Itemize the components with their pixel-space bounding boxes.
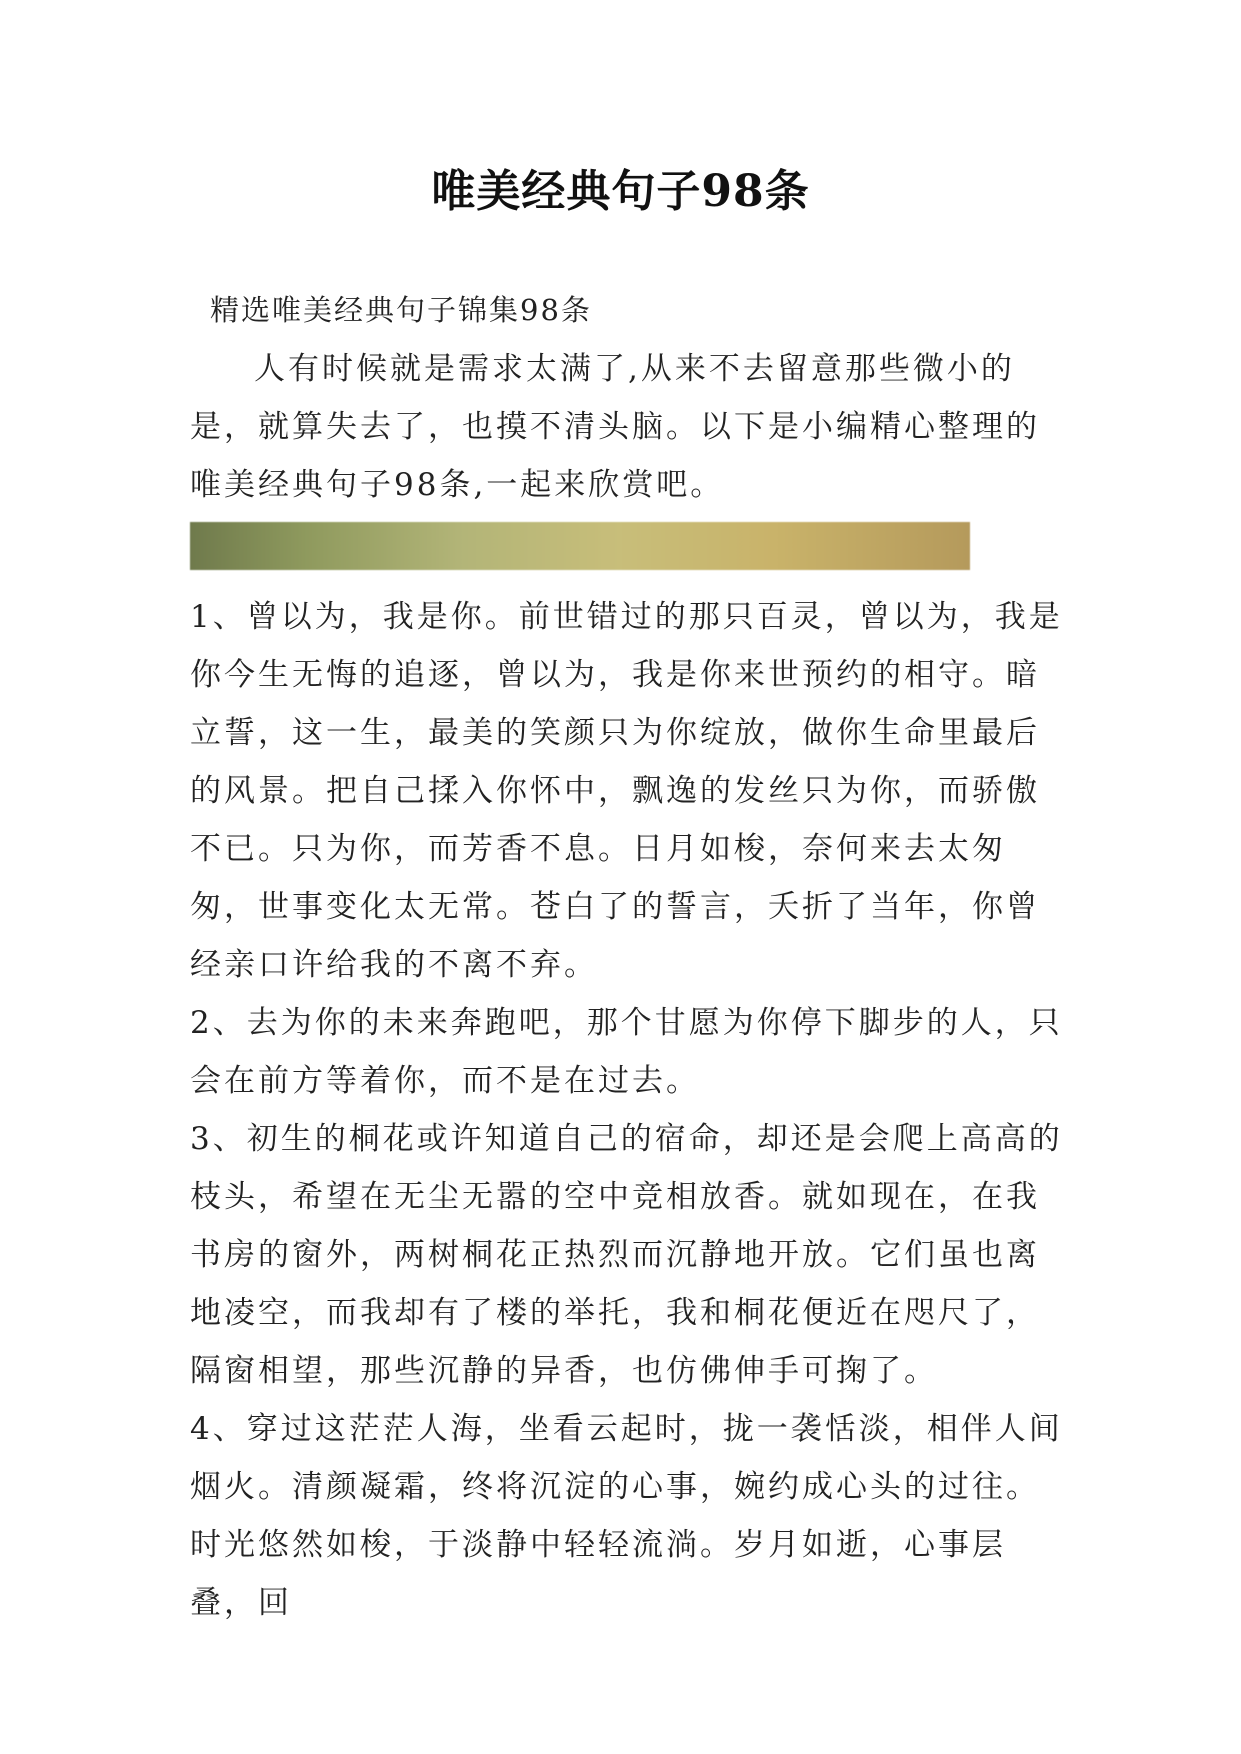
document-body: [190, 290, 1070, 1632]
banner-image: [190, 522, 970, 570]
document-title: 唯美经典句子98条: [431, 166, 810, 217]
paragraph-4: 4、穿过这茫茫人海，坐看云起时，拢一袭恬淡，相伴人间烟火。清颜凝霜，终将沉淀的心事，婉约成心头的过往。时光悠然如梭，于淡静中轻轻流淌。岁月如逝，心事层叠，回: [190, 1411, 1063, 1621]
document-subtitle: 精选唯美经典句子锦集98条: [210, 293, 592, 327]
paragraph-1: 1、曾以为，我是你。前世错过的那只百灵，曾以为，我是你今生无悔的追逐，曾以为，我是你来世预约的相守。暗立誓，这一生，最美的笑颜只为你绽放，做你生命里最后的风景。把自己揉入你怀中，飘逸的发丝只为你，而骄傲不已。只为你，而芳香不息。日月如梭，奈何来去太匆匆，世事变化太无常。苍白了的誓言，夭折了当年，你曾经亲口许给我的不离不弃。: [190, 599, 1063, 983]
paragraph-3: 3、初生的桐花或许知道自己的宿命，却还是会爬上高高的枝头，希望在无尘无嚣的空中竞相放香。就如现在，在我书房的窗外，两树桐花正热烈而沉静地开放。它们虽也离地凌空，而我却有了楼的举托，我和桐花便近在咫尺了，隔窗相望，那些沉静的异香，也仿佛伸手可掬了。: [190, 1121, 1063, 1389]
paragraph-2: 2、去为你的未来奔跑吧，那个甘愿为你停下脚步的人，只会在前方等着你，而不是在过去。: [190, 1005, 1063, 1099]
intro-paragraph: 人有时候就是需求太满了,从来不去留意那些微小的是，就算失去了，也摸不清头脑。以下是小编精心整理的唯美经典句子98条,一起来欣赏吧。: [190, 351, 1040, 503]
